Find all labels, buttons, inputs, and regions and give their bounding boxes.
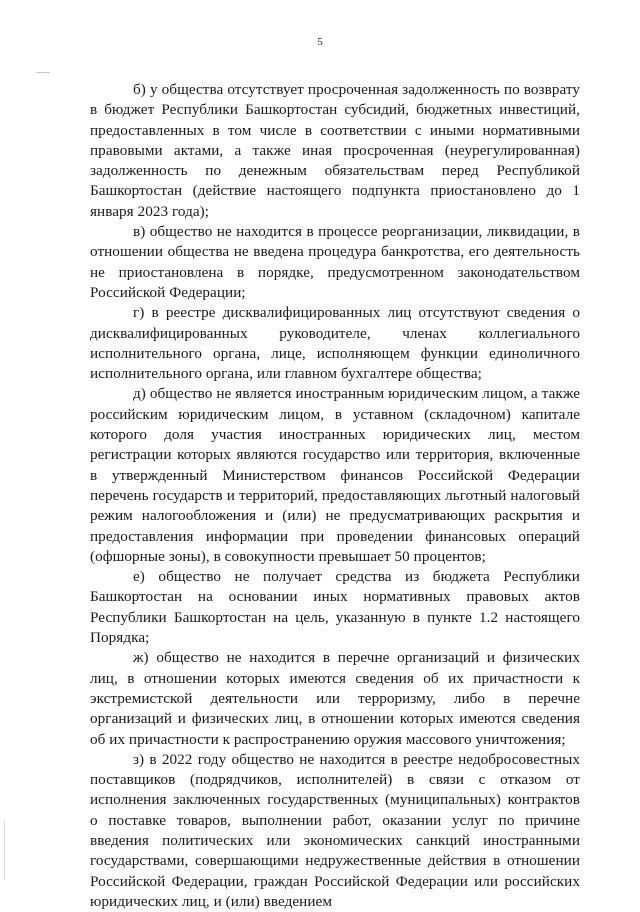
paragraph-b: б) у общества отсутствует просроченная задолженность по возврату в бюджет Республики Башкортостан субсидий, бюджетных инвестиций, предоставленных в том числе в соответствии с иными нормативными правовыми актами, а также иная просроченная (неурегулированная) задолженность по денежным обязательствам перед Республикой Башкортостан (действие настоящего подпункта приостановлено до 1 января 2023 года); xyxy=(90,81,580,220)
paragraph-z: з) в 2022 году общество не находится в реестре недобросовестных поставщиков (подрядчиков, исполнителей) в связи с отказом от исполнения заключенных государственных (муниципальных) контрактов о поставке товаров, выполнении работ, оказании услуг по причине введения политических или экономических санкций иностранными государствами, совершающими недружественные действия в отношении Российской Федерации, граждан Российской Федерации или российских юридических лиц, и (или) введением xyxy=(90,750,580,910)
scan-artifact-top-left xyxy=(36,72,50,73)
page-number: 5 xyxy=(317,36,323,48)
scan-artifact-left-edge xyxy=(4,820,5,880)
document-body xyxy=(90,80,580,912)
paragraph-zh: ж) общество не находится в перечне организаций и физических лиц, в отношении которых имеются сведения об их причастности к экстремистской деятельности или терроризму, либо в перечне организаций и физических лиц, в отношении которых имеются сведения об их причастности к распространению оружия массового уничтожения; xyxy=(90,649,580,748)
paragraph-v: в) общество не находится в процессе реорганизации, ликвидации, в отношении общества не введена процедура банкротства, его деятельность не приостановлена в порядке, предусмотренном законодательством Российской Федерации; xyxy=(90,223,580,301)
paragraph-e: е) общество не получает средства из бюджета Республики Башкортостан на основании иных нормативных правовых актов Республики Башкортостан на цель, указанную в пункте 1.2 настоящего Порядка; xyxy=(90,568,580,647)
paragraph-d: д) общество не является иностранным юридическим лицом, а также российским юридическим лицом, в уставном (складочном) капитале которого доля участия иностранных юридических лиц, местом регистрации которых являются государство или территория, включенные в утвержденный Министерством финансов Российской Федерации перечень государств и территорий, предоставляющих льготный налоговый режим налогообложения и (или) не предусматривающих раскрытия и предоставления информации при проведении финансовых операций (офшорные зоны), в совокупности превышает 50 процентов; xyxy=(90,385,580,565)
paragraph-g: г) в реестре дисквалифицированных лиц отсутствуют сведения о дисквалифицированных руководителе, членах коллегиального исполнительного органа, лице, исполняющем функции единоличного исполнительного органа, или главном бухгалтере общества; xyxy=(90,304,580,383)
